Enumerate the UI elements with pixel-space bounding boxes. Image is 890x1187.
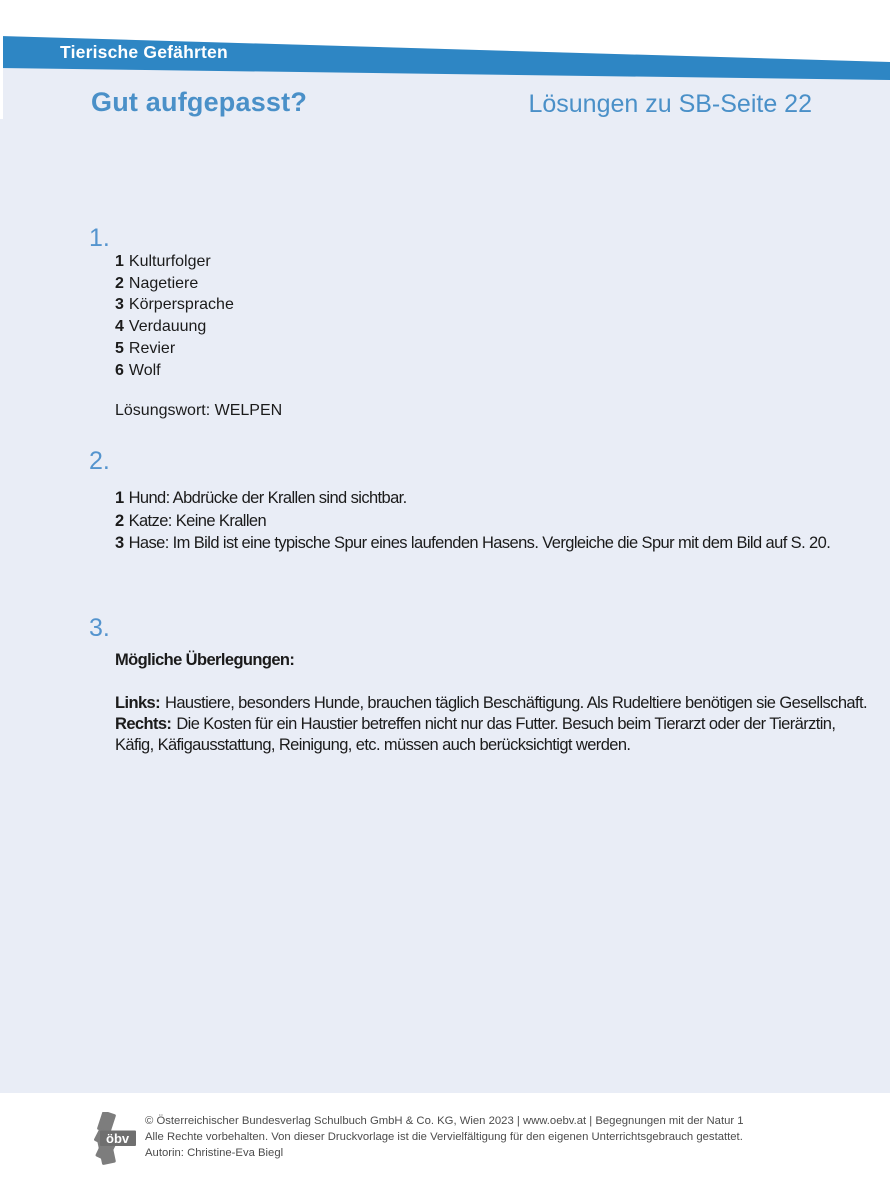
list-item: [115, 487, 885, 510]
imprint-line-rights: Alle Rechte vorbehalten. Von dieser Druckvorlage ist die Vervielfältigung für den eigenen Unterrichtsgebrauch gestattet.: [145, 1131, 743, 1144]
section-3-paragraphs: [115, 693, 867, 756]
section-1-answer-list: [115, 251, 234, 381]
page-title: Gut aufgepasst?: [91, 87, 308, 117]
list-item: [115, 510, 885, 533]
item-number: 5: [115, 339, 124, 357]
answer-paragraph: [115, 714, 867, 756]
item-text: Hase: Im Bild ist eine typische Spur eines laufenden Hasens. Vergleiche die Spur mit dem Bild auf S. 20.: [128, 534, 831, 552]
item-text: Wolf: [128, 361, 161, 379]
solution-word: Lösungswort: WELPEN: [115, 402, 283, 419]
item-number: 1: [115, 253, 124, 270]
banner-title: Tierische Gefährten: [60, 42, 228, 62]
paragraph-text: Haustiere, besonders Hunde, brauchen täglich Beschäftigung. Als Rudeltiere benötigen sie Gesellschaft.: [165, 694, 867, 712]
footer-imprint: [145, 1113, 785, 1162]
list-item: [115, 273, 234, 295]
list-item: [115, 532, 885, 555]
item-text: Revier: [128, 339, 176, 357]
oebv-logo: [83, 1112, 139, 1166]
imprint-line-author: Autorin: Christine-Eva Biegl: [145, 1147, 284, 1160]
item-text: Körpersprache: [128, 296, 234, 314]
list-item: [115, 294, 234, 316]
section-3-number: 3.: [89, 614, 110, 642]
page-edge-sliver: [0, 36, 3, 119]
item-text: Hund: Abdrücke der Krallen sind sichtbar.: [128, 489, 407, 507]
item-text: Katze: Keine Krallen: [128, 511, 267, 530]
item-text: Kulturfolger: [128, 253, 211, 270]
section-1-number: 1.: [89, 224, 110, 252]
item-number: 1: [115, 489, 124, 507]
content-background: [0, 36, 890, 1093]
paragraph-label: Links:: [115, 694, 160, 712]
header-banner: [0, 0, 890, 80]
paragraph-label: Rechts:: [115, 715, 172, 733]
section-2-answer-list: [115, 487, 885, 555]
item-number: 6: [115, 361, 124, 379]
item-number: 2: [115, 511, 124, 530]
list-item: [115, 251, 234, 273]
list-item: [115, 338, 234, 360]
item-number: 4: [115, 318, 124, 336]
item-number: 2: [115, 274, 124, 292]
section-3-heading: Mögliche Überlegungen:: [115, 651, 295, 669]
item-number: 3: [115, 296, 124, 314]
item-text: Verdauung: [128, 318, 207, 336]
imprint-line-copyright: © Österreichischer Bundesverlag Schulbuch GmbH & Co. KG, Wien 2023 | www.oebv.at | Begegnungen mit der Natur 1: [145, 1115, 744, 1127]
list-item: [115, 316, 234, 338]
item-number: 3: [115, 534, 124, 552]
paragraph-text: Die Kosten für ein Haustier betreffen nicht nur das Futter. Besuch beim Tierarzt oder der Tierärztin, Käfig, Käfigausstattung, Reinigung, etc. müssen auch berücksichtigt werden.: [115, 715, 836, 754]
section-2-number: 2.: [89, 447, 110, 475]
oebv-logo-text: öbv: [106, 1131, 130, 1146]
answer-paragraph: [115, 693, 867, 714]
list-item: [115, 360, 234, 382]
solutions-reference: Lösungen zu SB-Seite 22: [528, 90, 812, 118]
item-text: Nagetiere: [128, 274, 199, 292]
